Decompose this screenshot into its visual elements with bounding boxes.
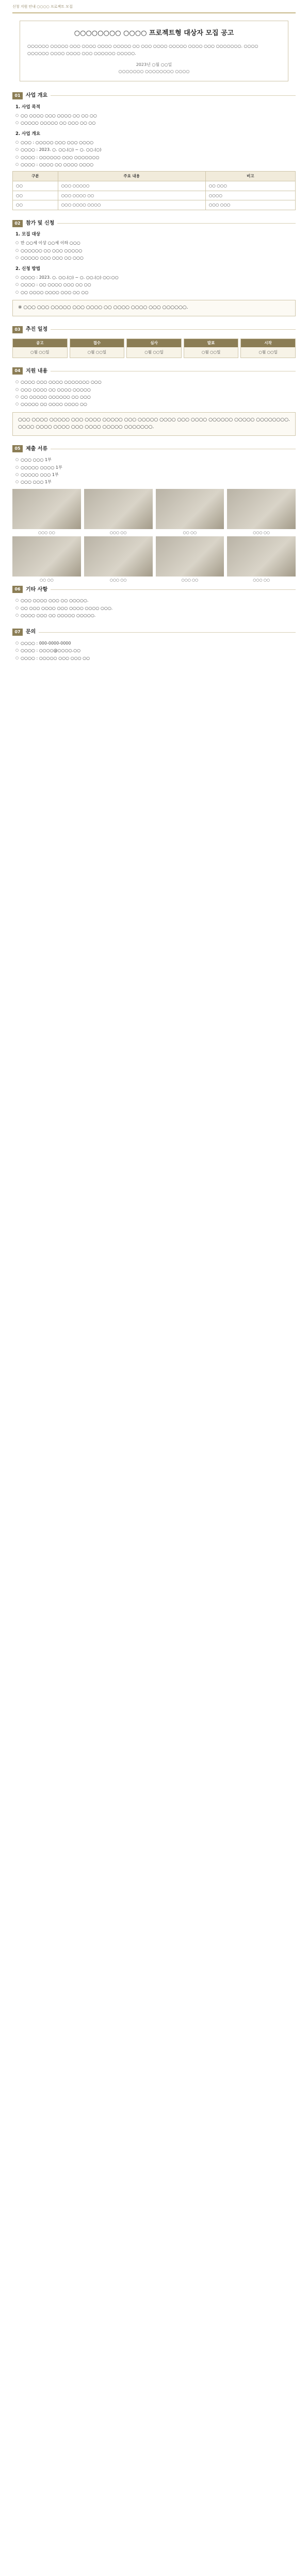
divider [12,12,296,13]
table-cell: ○○○ ○○○○○ [58,181,205,191]
divider [51,95,296,96]
list-item: ○ ○○○○ : 2023. ○. ○○.(○) ~ ○. ○○.(○) [21,147,296,153]
list-item: ○ ○○ ○○○○○ ○○○○○○ ○○ ○○○ [21,394,296,400]
section-number: 01 [12,92,23,99]
section-misc [12,586,296,619]
section-contact [12,628,296,662]
section-number: 02 [12,220,23,227]
title-box [20,21,288,81]
table-cell: ○○○ ○○○ [205,200,295,210]
photo [84,536,153,582]
list-item: ○ ○○○○○○ ○○ ○○○ ○○○○○ [21,248,296,254]
intro-text: ○○○○○○ ○○○○○ ○○○ ○○○○ ○○○○ ○○○○○ ○○ ○○○ ○○○○ ○○○○○ ○○○○ ○○○ ○○○○○○○. ○○○○ ○○○○○○ ○○○○ ○○○○ ○○○ ○○○○○○ ○○○○○. [27,44,258,56]
photo-caption: ○○○ ○○ [109,578,127,582]
section-number: 04 [12,367,23,375]
table-header: 구분 [13,172,58,181]
list-item: ○ ○○ ○○○○ ○○○○ ○○○ ○○ ○○ [21,290,296,296]
list-item: ○ ○○○○ : 000-0000-0000 [21,640,296,647]
table-cell: ○○ [13,181,58,191]
list-item: ○ ○○○○ : ○○○○ ○○ ○○○○ ○○○○ [21,162,296,168]
section-title: 추진 일정 [26,326,48,332]
table-cell: ○○ [13,200,58,210]
list-item: ○ ○○○○○ ○○○○ 1부 [21,465,296,471]
photo [156,489,224,535]
flow-step [184,338,239,358]
flow-step [12,338,68,358]
list-item: ○ ○○○○ ○○○ ○○ ○○○○○ ○○○○○. [21,613,296,619]
divider [57,223,296,224]
table-cell: ○○ ○○○ [205,181,295,191]
section-number: 06 [12,586,23,593]
step-title: 시작 [241,339,295,347]
flow-step [240,338,296,358]
photo [12,536,81,582]
subheading: 2. 신청 방법 [15,266,40,272]
step-date: ○월 ○○일 [144,350,164,355]
divider [51,589,296,590]
photo [156,536,224,582]
list-item: ○ ○○○ ○○○ 1부 [21,457,296,463]
step-date: ○월 ○○일 [201,350,221,355]
photo-caption: ○○○ ○○ [181,578,199,582]
subheading: 1. 모집 대상 [15,232,40,238]
page-header: 신청 지원 안내 ○○○○ 프로젝트 모집 [12,5,73,9]
photo-row [12,489,296,535]
section-number: 07 [12,629,23,636]
list-item: ○ ○○○○○ ○○○ 1부 [21,472,296,478]
list-item: ○ ○○○○○ ○○○○○ ○○ ○○○ ○○ ○○ [21,120,296,126]
photo-caption: ○○○ ○○ [38,530,55,535]
photo-caption: ○○○ ○○ [253,578,270,582]
organization: ○○○○○○○ ○○○○○○○○ ○○○○ [118,69,190,74]
section-schedule [12,326,296,358]
page-title: ○○○○○○○○ ○○○○ 프로젝트형 대상자 모집 공고 [74,29,234,37]
table-cell: ○○ [13,191,58,200]
list-item: ○ ○○○○ : 2023. ○. ○○.(○) ~ ○. ○○.(○) ○○:○○ [21,275,296,281]
step-date: ○월 ○○일 [258,350,278,355]
section-title: 제출 서류 [26,446,48,452]
step-title: 공고 [13,339,67,347]
divider [39,632,296,633]
table-row [13,200,296,210]
list-item: ○ ○○○○○ ○○ ○○○○ ○○○○ ○○ [21,401,296,408]
list-item: ○ 만 ○○세 이상 ○○세 이하 ○○○ [21,240,296,246]
photo-caption: ○○ ○○ [183,530,197,535]
list-item: ○ ○○○ ○○○○ ○○○ ○○ ○○○○○. [21,598,296,604]
table-row [13,191,296,200]
photo-row [12,536,296,582]
section-title: 문의 [26,629,36,635]
notice-box: ※ ○○○ ○○○ ○○○○○ ○○○ ○○○○ ○○ ○○○○ ○○○○ ○○○ ○○○○○○. [12,300,296,316]
table-cell: ○○○ ○○○○ ○○○○ [58,200,205,210]
flow-step [70,338,125,358]
notice-box: ○○○ ○○○○ ○○○○○ ○○○ ○○○○ ○○○○○ ○○○ ○○○○○ ○○○○ ○○○ ○○○○ ○○○○○○ ○○○○○ ○○○○○○○○. ○○○○ ○○○○ ○○○○ ○○○ ○○○○ ○○○○○ ○○○○○○○. [12,412,296,436]
list-item: ○ ○○○○ : ○○○○○ ○○○ ○○○ ○○ [21,655,296,662]
flow-step [126,338,182,358]
section-documents [12,445,296,582]
list-item: ○ ○○○○ ○○○ ○○○○ ○○○○○○○ ○○○ [21,379,296,385]
section-number: 03 [12,326,23,333]
table-cell: ○○○ ○○○○ ○○ [58,191,205,200]
subheading: 1. 사업 목적 [15,104,40,110]
photo [227,536,296,582]
section-title: 사업 개요 [26,93,48,99]
section-number: 05 [12,445,23,452]
section-application [12,219,296,316]
table-header: 주요 내용 [58,172,205,181]
schedule-flow [12,338,296,358]
photo [227,489,296,535]
photo-caption: ○○ ○○ [40,578,54,582]
section-support [12,367,296,436]
step-date: ○월 ○○일 [30,350,50,355]
list-item: ○ ○○○○○ ○○○ ○○○ ○○ ○○○ [21,255,296,261]
announcement-date: 2023년 ○월 ○○일 [136,62,172,67]
divider [51,329,296,330]
section-overview [12,92,296,210]
list-item: ○ ○○ ○○○ ○○○○ ○○○ ○○○○ ○○○○ ○○○. [21,605,296,612]
list-item: ○ ○○ ○○○○ ○○○ ○○○○ ○○ ○○ ○○ [21,113,296,119]
subheading: 2. 사업 개요 [15,131,40,137]
step-date: ○월 ○○일 [87,350,107,355]
table-header: 비고 [205,172,295,181]
list-item: ○ ○○○○ : ○○○○@○○○○.○○ [21,648,296,654]
section-title: 기타 사항 [26,586,48,592]
step-title: 접수 [70,339,124,347]
list-item: ○ ○○○ ○○○○ ○○ ○○○○ ○○○○○ [21,387,296,393]
list-item: ○ ○○○○ : ○○ ○○○○ ○○○ ○○ ○○ [21,282,296,288]
table-cell: ○○○○ [205,191,295,200]
table-row [13,181,296,191]
list-item: ○ ○○○○ : ○○○○○○ ○○○ ○○○○○○○ [21,155,296,161]
step-title: 발표 [184,339,238,347]
photo [84,489,153,535]
list-item: ○ ○○○ : ○○○○○ ○○○ ○○○ ○○○○ [21,140,296,146]
photo [12,489,81,535]
photo-caption: ○○○ ○○ [253,530,270,535]
step-title: 심사 [127,339,181,347]
overview-table [12,171,296,210]
section-title: 참가 및 신청 [26,220,55,226]
section-title: 지원 내용 [26,368,48,374]
list-item: ○ ○○○ ○○○ 1부 [21,479,296,485]
photo-caption: ○○○ ○○ [109,530,127,535]
